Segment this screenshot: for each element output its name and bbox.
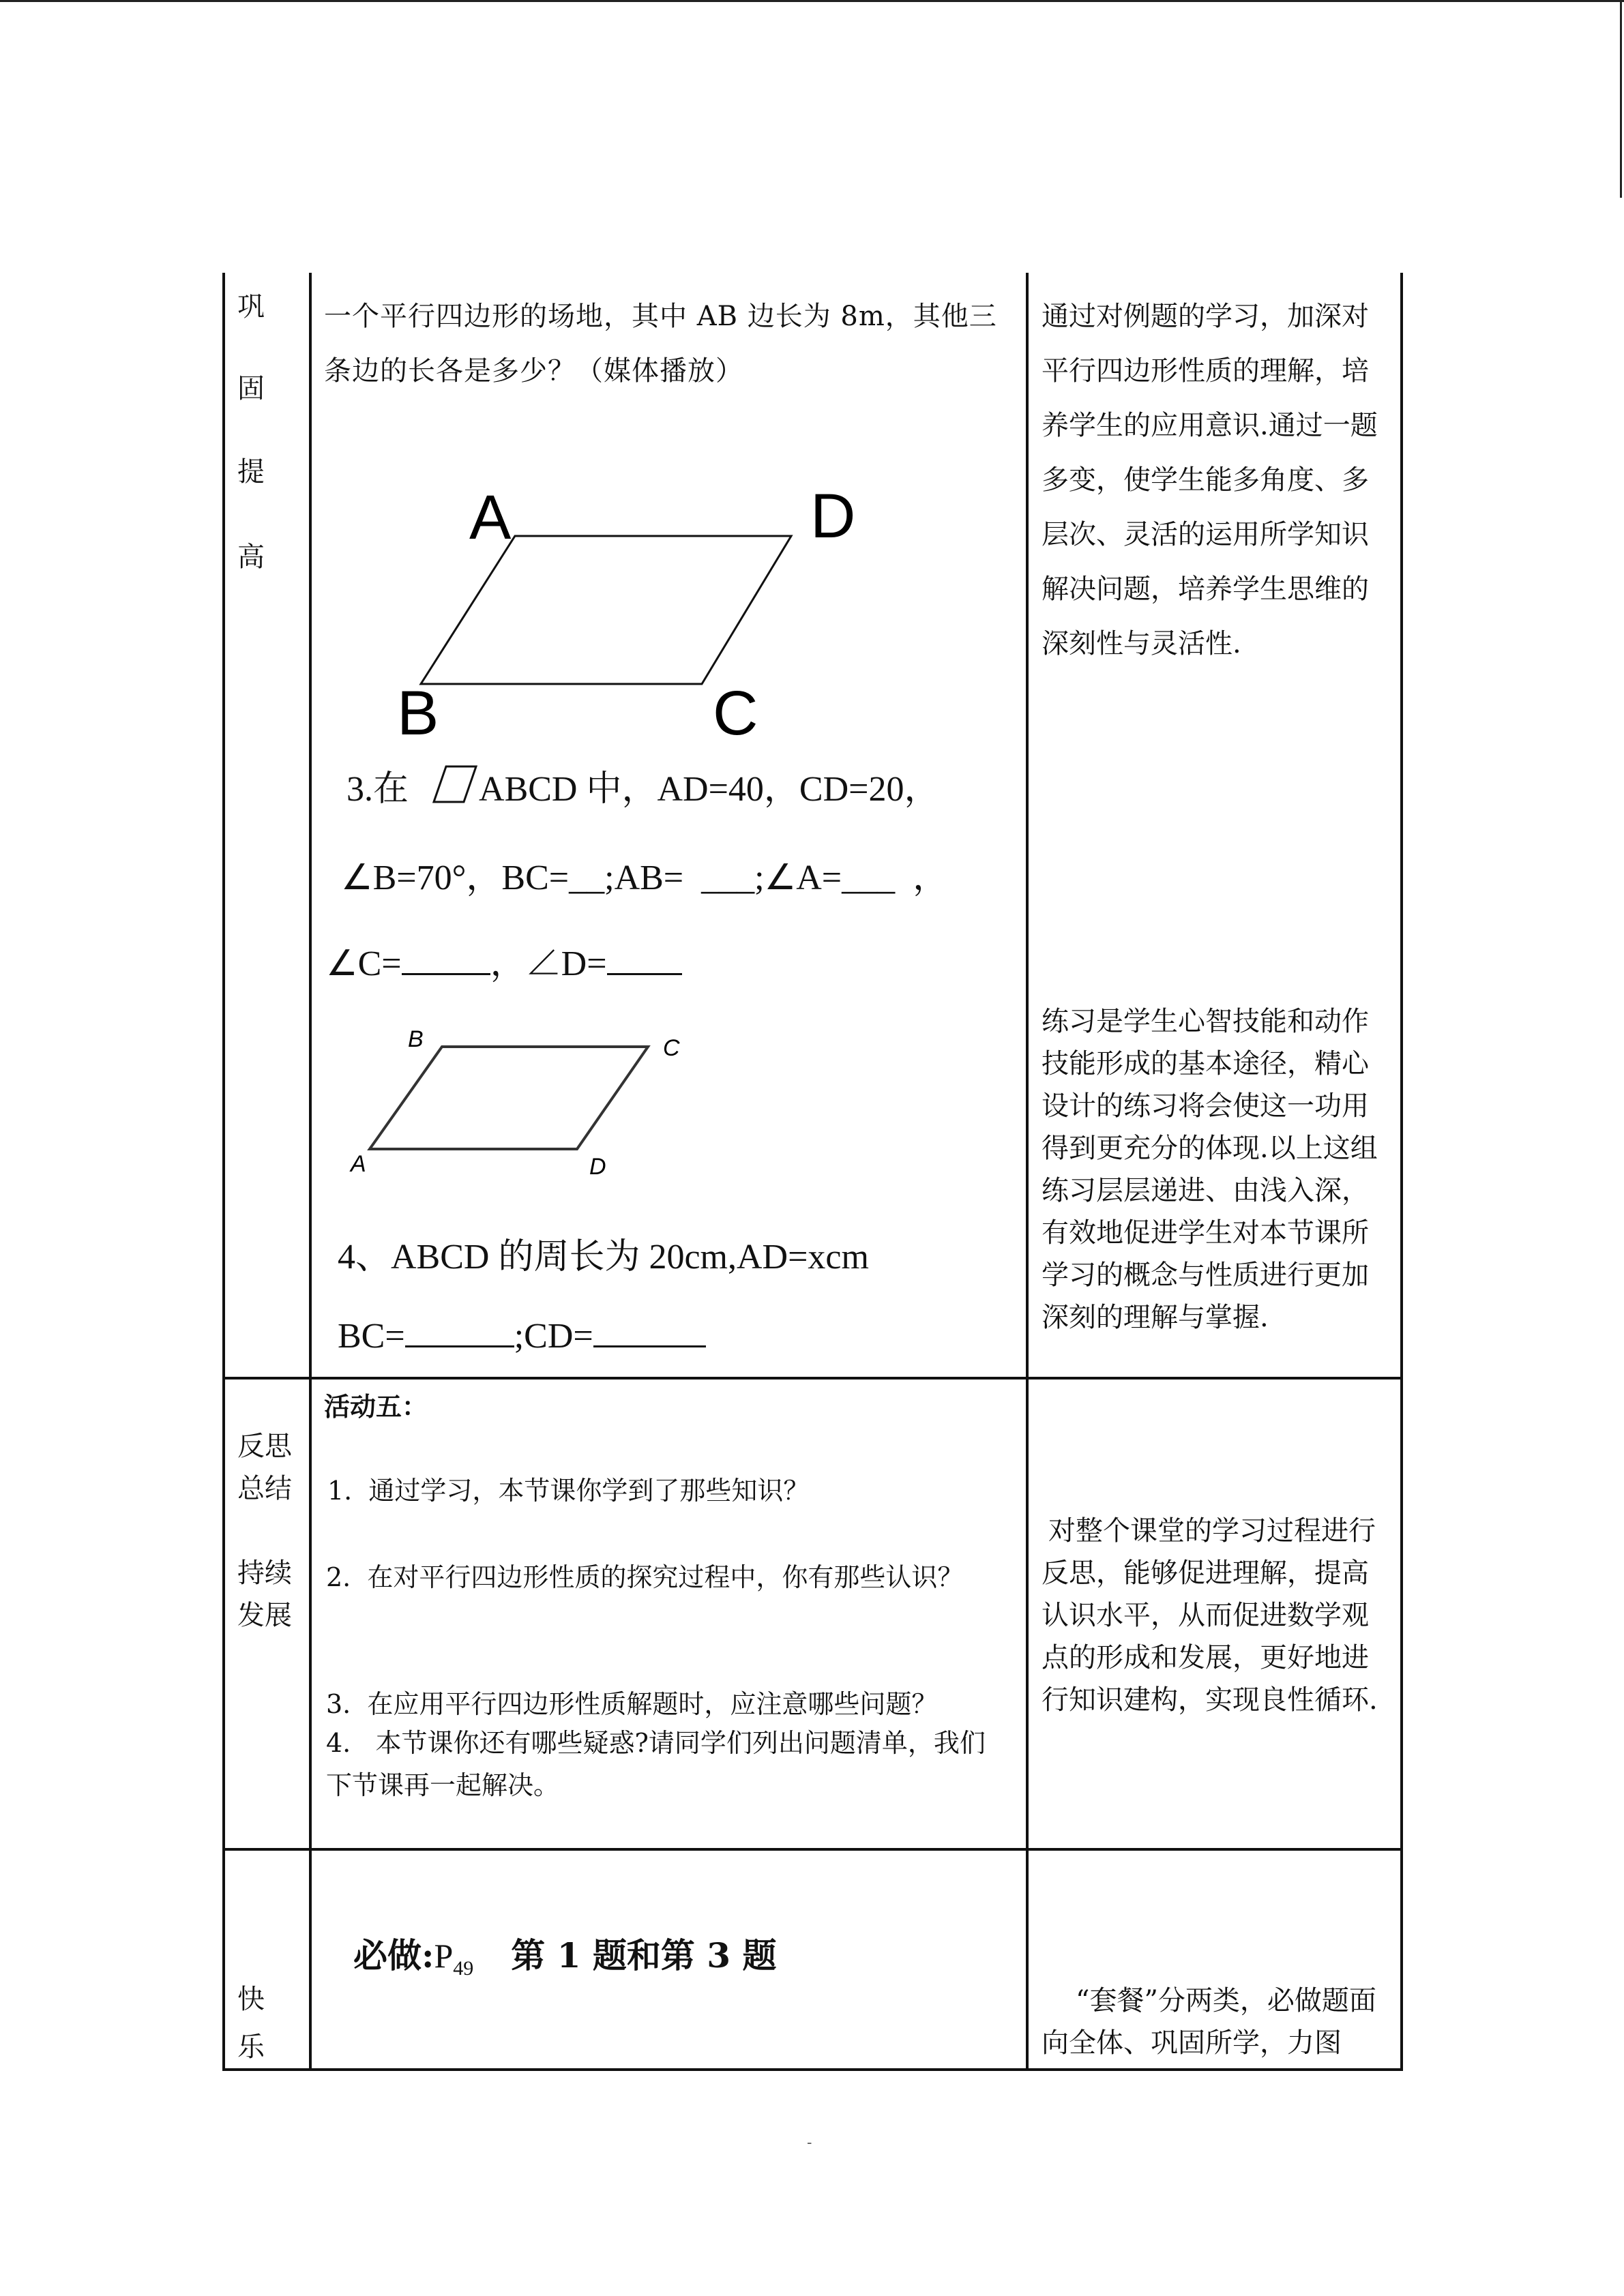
reflect-item-1: 1. 通过学习，本节课你学到了那些知识？: [327, 1476, 810, 1506]
question-4-line-1: 4、ABCD 的周长为 20cm,AD=xcm: [338, 1238, 869, 1277]
happy-note: “套餐”分两类，必做题面向全体、巩固所学，力图: [1042, 1985, 1376, 2059]
question-3-line-1: 3.在 ABCD 中，AD=40，CD=20，: [346, 760, 939, 811]
row-label-consolidate: 巩 固 提 高: [237, 291, 265, 573]
vertex-label-A: A: [469, 483, 512, 552]
activity-five-title: 活动五：: [324, 1391, 428, 1422]
question-4-line-2: BC= ;CD=: [338, 1316, 706, 1356]
parallelogram-figure-1: [382, 477, 900, 750]
answer-blank-BC[interactable]: [405, 1318, 514, 1347]
vertex-label-A2: A: [351, 1151, 366, 1177]
parallelogram-figure-2: [341, 1016, 709, 1193]
page-right-border: [1620, 0, 1622, 198]
reflect-item-2: 2. 在对平行四边形性质的探究过程中，你有那些认识？: [326, 1562, 964, 1592]
reflect-item-3: 3. 在应用平行四边形性质解题时，应注意哪些问题？: [326, 1689, 938, 1719]
page-top-border: [0, 0, 1624, 2]
reflect-note: 对整个课堂的学习过程进行反思，能够促进理解，提高认识水平，从而促进数学观点的形成和发展，更好地进行知识建构，实现良性循环.: [1042, 1515, 1378, 1716]
vertex-label-D2: D: [589, 1154, 606, 1180]
answer-blank-C[interactable]: [402, 946, 490, 975]
parallelogram-symbol-icon: [431, 764, 479, 805]
row-label-reflect: 反思 总结 持续 发展: [237, 1431, 292, 1631]
vertex-label-C2: C: [663, 1035, 680, 1061]
answer-blank-D[interactable]: [607, 946, 682, 975]
question-3-line-3: ∠C= ，∠D=: [326, 934, 682, 985]
homework-required: 必做$:P_{49}$ 第 1 题和第 3 题: [353, 1935, 777, 1980]
answer-blank-CD[interactable]: [593, 1318, 706, 1347]
reflect-item-4: 4. 本节课你还有哪些疑惑?请同学们列出问题清单，我们下节课再一起解决。: [326, 1728, 986, 1800]
vertex-label-D: D: [810, 481, 856, 551]
footer-mark: -: [807, 2134, 812, 2151]
example-problem-text: 一个平行四边形的场地，其中 AB 边长为 8m，其他三条边的长各是多少？（媒体播放）: [324, 301, 997, 387]
vertex-label-B: B: [397, 679, 439, 748]
question-3-line-2: ∠B=70°，BC=__;AB= ___;∠A=___ ，: [341, 859, 949, 897]
row-label-happy: 快 乐: [237, 1984, 265, 2063]
design-note-1: 通过对例题的学习，加深对平行四边形性质的理解，培养学生的应用意识.通过一题多变，使学生能多角度、多层次、灵活的运用所学知识解决问题，培养学生思维的深刻性与灵活性.: [1042, 301, 1378, 659]
vertex-label-C: C: [713, 679, 758, 748]
vertex-label-B2: B: [408, 1026, 424, 1052]
design-note-2: 练习是学生心智技能和动作技能形成的基本途径，精心设计的练习将会使这一功用得到更充分的体现.以上这组练习层层递进、由浅入深，有效地促进学生对本节课所学习的概念与性质进行更加深刻的理解与掌握.: [1042, 1006, 1378, 1333]
